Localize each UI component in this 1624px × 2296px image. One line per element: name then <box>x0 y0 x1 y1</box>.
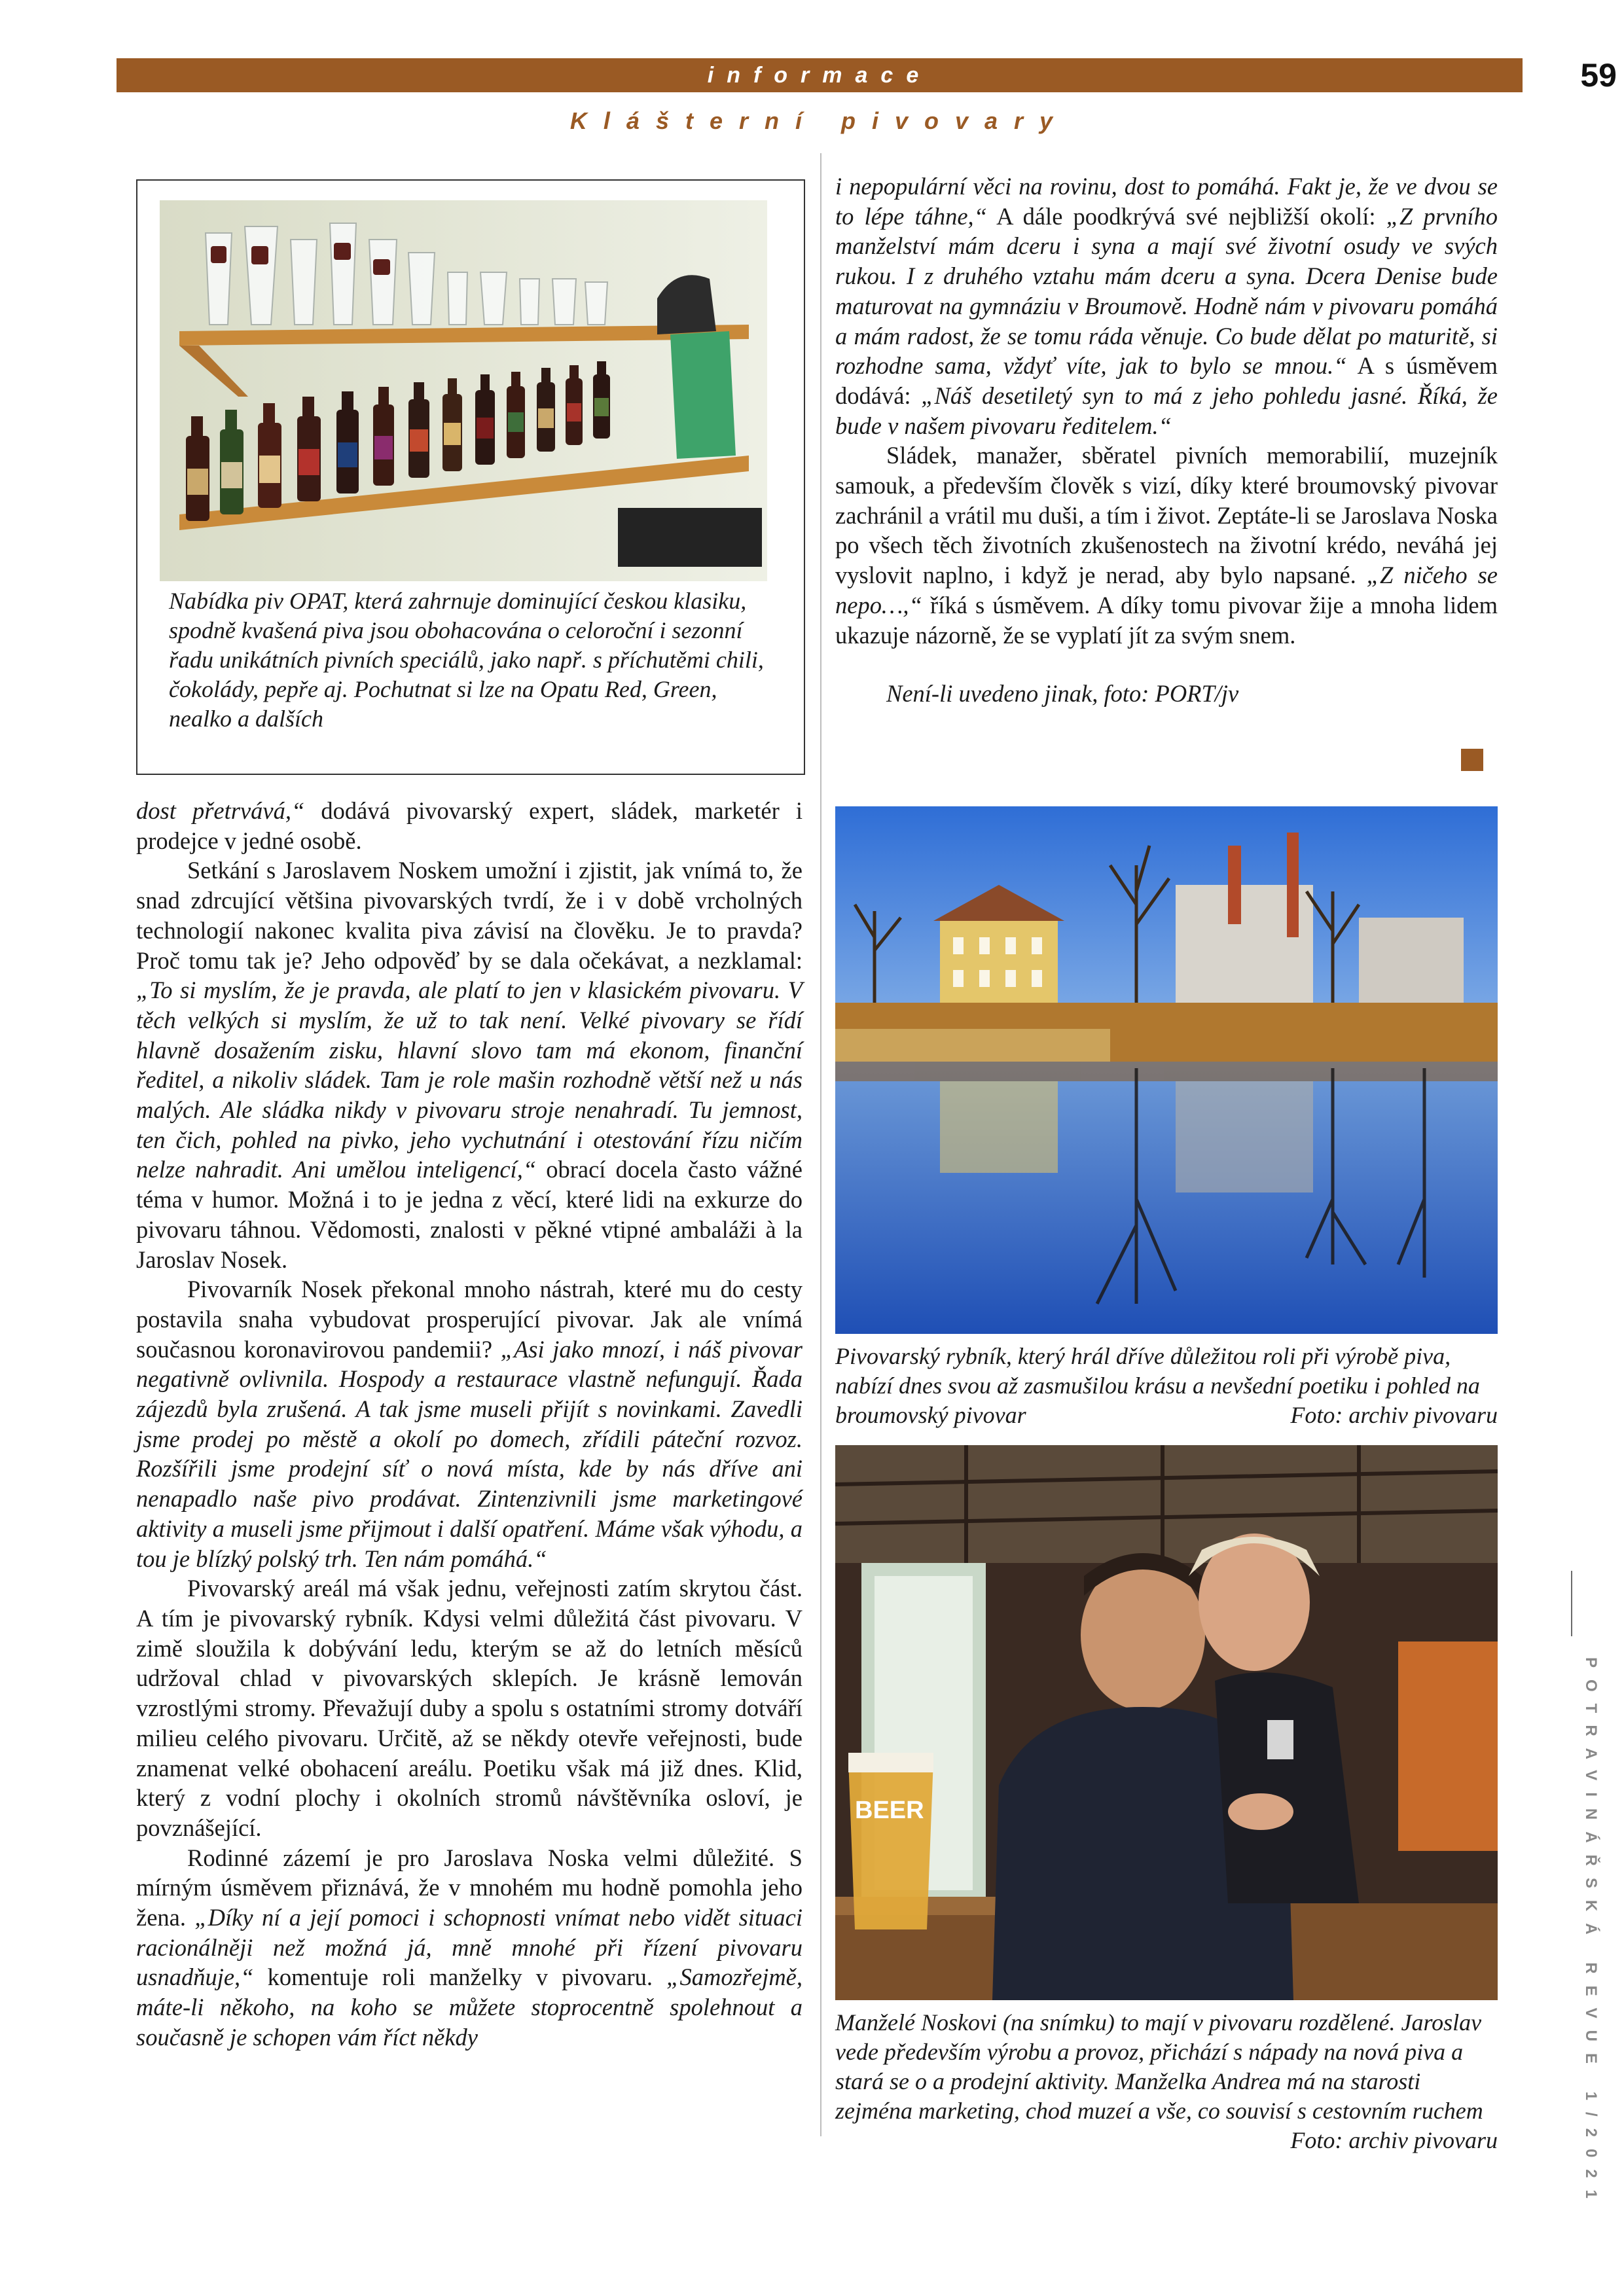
pond-photo-caption: Pivovarský rybník, který hrál dříve důležitou roli při výrobě piva, nabízí dnes svou až zasmušilou krásu a nevšední poetiku i pohled na broumovský pivovar <box>835 1343 1480 1428</box>
photo-credit: Není-li uvedeno jinak, foto: PORT/jv <box>886 680 1239 708</box>
couple-photo <box>835 1445 1498 2000</box>
pond-photo-credit: Foto: archiv pivovaru <box>1290 1402 1498 1428</box>
left-column-text <box>136 796 803 2053</box>
paragraph: Sládek, manažer, sběratel pivních memorabilií, muzejník samouk, a především člověk s vizí, díky které broumovský pivovar zachránil a vrátil mu duši, a tím i život. Zeptáte-li se Jaroslava Noska po všech těch životních zkušenostech na životní krédo, neváhá jej vyslovit naplno, i když je nerad, aby bylo napsané. „Z ničeho se nepo…,“ říká s úsměvem. A díky tomu pivovar žije a mnoha lidem ukazuje názorně, že se vyplatí jít za svým snem. <box>835 442 1498 649</box>
article-end-square <box>1461 749 1483 771</box>
page-number: 59 <box>1580 57 1617 94</box>
couple-photo-caption-block <box>835 2008 1498 2126</box>
shelf-photo-caption: Nabídka piv OPAT, která zahrnuje dominující českou klasiku, spodně kvašená piva jsou obohacována o celoroční i sezonní řadu unikátních pivních speciálů, jako např. s příchutěmi chili, čokolády, pepře aj. Pochutnat si lze na Opatu Red, Green, nealko a dalších <box>169 588 764 732</box>
couple-photo-caption: Manželé Noskovi (na snímku) to mají v pivovaru rozdělené. Jaroslav vede především výrobu a provoz, přichází s nápady na nová piva a stará se o a prodejní aktivity. Manželka Andrea má na starosti zejména marketing, chod muzeí a vše, co souvisí s cestovním ruchem <box>835 2009 1483 2124</box>
magazine-name: POTRAVINÁŘSKÁ REVUE 1/2021 <box>1582 1657 1600 2210</box>
paragraph: i nepopulární věci na rovinu, dost to pomáhá. Fakt je, že ve dvou se to lépe táhne,“ A dále poodkrývá své nejbližší okolí: „Z prvního manželství mám dceru i syna a mají své životní osudy ve svých rukou. I z druhého vztahu mám dceru a syna. Dcera Denise bude maturovat na gymnáziu v Broumově. Hodně nám v pivovaru pomáhá a mám radost, že se tomu ráda věnuje. Co bude dělat po maturitě, si rozhodne sama, vždyť víte, jak to bylo se mnou.“ A s úsměvem dodává: „Náš desetiletý syn to má z jeho pohledu jasné. Říká, že bude v našem pivovaru ředitelem.“ <box>835 173 1498 439</box>
glass-text: BEER <box>855 1797 924 1824</box>
paragraph: Setkání s Jaroslavem Noskem umožní i zjistit, jak vnímá to, že snad zdrcující většina pivovarských tvrdí, že i v době vrcholných technologií nakonec kvalita piva závisí na člověku. Je to pravda? Proč tomu tak je? Jeho odpověď by se dala očekávat, a nezklamal: „To si myslím, že je pravda, ale platí to jen v klasickém pivovaru. V těch velkých si myslím, že už to tak není. Velké pivovary se řídí hlavně dosažením zisku, hlavní slovo tam má ekonom, finanční ředitel, a nikoliv sládek. Tam je role mašin rozhodně větší než u nás malých. Ale sládka nikdy v pivovaru stroje nenahradí. Tu jemnost, ten čich, pohled na pivko, jeho vychutnání i otestování řízu ničím nelze nahradit. Ani umělou inteligencí,“ obrací docela často vážné téma v humor. Možná i to je jedna z věcí, které lidi na exkurze do pivovaru táhnou. Vědomosti, znalosti v pěkné vtipné ambaláži à la Jaroslav Nosek. <box>136 857 803 1273</box>
section-label: informace <box>707 62 932 88</box>
magazine-name-rule <box>1571 1571 1572 1636</box>
right-column-text <box>835 171 1498 709</box>
paragraph: Pivovarník Nosek překonal mnoho nástrah, které mu do cesty postavila snaha vybudovat prosperující pivovar. Jak ale vnímá současnou koronavirovou pandemii? „Asi jako mnozí, i náš pivovar negativně ovlivnila. Hospody a restaurace vlastně nefungují. Řada zájezdů byla zrušená. A tak jsme museli přijít s novinkami. Zavedli jsme prodej po městě a okolí po domech, zřídili páteční rozvoz. Rozšířili jsme prodejní síť o nová místa, kde by nás dříve ani nenapadlo naše pivo prodávat. Zintenzivnili jsme marketingové aktivity a museli jsme přijmout i další opatření. Máme však výhodu, a tou je blízký polský trh. Ten nám pomáhá.“ <box>136 1276 803 1572</box>
column-divider <box>820 153 821 2136</box>
paragraph: dost přetrvává,“ dodává pivovarský expert, sládek, marketér i prodejce v jedné osobě. <box>136 797 803 854</box>
couple-photo-credit: Foto: archiv pivovaru <box>1290 2127 1498 2153</box>
paragraph: Pivovarský areál má však jednu, veřejnosti zatím skrytou část. A tím je pivovarský rybník. Kdysi velmi důležitá část pivovaru. V zimě sloužila k dobývání ledu, kterým se až do letních měsíců udržoval chlad v pivovarských sklepích. Je krásně lemován vzrostlými stromy. Převažují duby a spolu s ostatními stromy dotváří milieu celého pivovaru. Určitě, až se někdy otevře veřejnosti, bude znamenat velké obohacení areálu. Poetiku však má již dnes. Klid, který z vodní plochy i okolních stromů návštěvníka osloví, je povznášející. <box>136 1575 803 1841</box>
section-header-bar <box>117 58 1523 92</box>
shelf-photo <box>160 200 767 581</box>
paragraph: Rodinné zázemí je pro Jaroslava Noska velmi důležité. S mírným úsměvem přiznává, že v mnohém mu hodně pomohla jeho žena. „Díky ní a její pomoci i schopnosti vnímat nebo vidět situaci racionálněji než možná já, mně mnohé při řízení pivovaru usnadňuje,“ komentuje roli manželky v pivovaru. „Samozřejmě, máte-li někoho, na koho se můžete stoprocentně spolehnout a současně je schopen vám říct někdy <box>136 1844 803 2051</box>
pond-photo <box>835 806 1498 1334</box>
article-title: Klášterní pivovary <box>569 107 1070 134</box>
